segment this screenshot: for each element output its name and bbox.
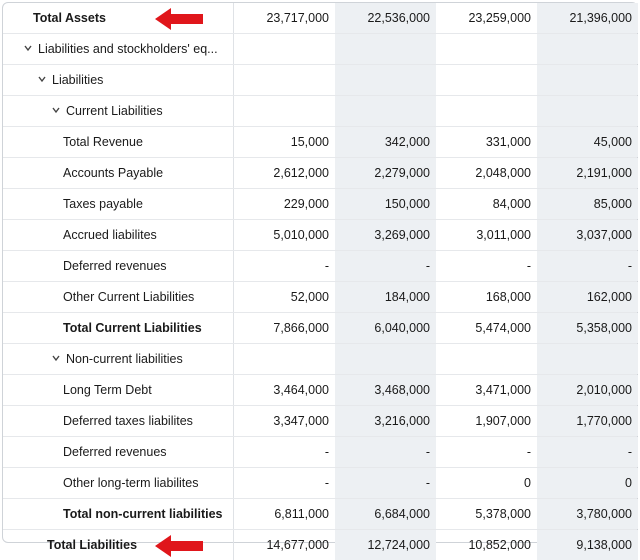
- value-cell: 45,000: [537, 127, 638, 157]
- table-row: [3, 530, 637, 560]
- value-cell: 23,717,000: [266, 11, 329, 25]
- value-cell: 6,040,000: [335, 313, 436, 343]
- table-row: [3, 3, 637, 34]
- value-cell: 162,000: [537, 282, 638, 312]
- table-row: [3, 220, 637, 251]
- value-cell: 2,191,000: [537, 158, 638, 188]
- value-cell: 52,000: [290, 290, 329, 304]
- value-cell: 6,811,000: [274, 507, 329, 521]
- value-cell: 2,010,000: [537, 375, 638, 405]
- value-cell: -: [324, 259, 329, 273]
- value-cell: 184,000: [335, 282, 436, 312]
- table-row: [3, 189, 637, 220]
- row-label-taxes-payable: [3, 189, 234, 219]
- row-label-text: Liabilities: [52, 73, 104, 87]
- value-cell: 3,468,000: [335, 375, 436, 405]
- value-cell: 0: [524, 476, 531, 490]
- value-cell: [335, 34, 436, 64]
- value-cell: [537, 65, 638, 95]
- value-cell: 1,907,000: [475, 414, 531, 428]
- row-label-total-non-current-liabilities: [3, 499, 234, 529]
- value-cell: [537, 34, 638, 64]
- table-row: [3, 282, 637, 313]
- chevron-down-icon[interactable]: [51, 353, 61, 363]
- row-label-text: Other Current Liabilities: [63, 290, 195, 304]
- value-cell: [234, 96, 335, 126]
- value-cell: 331,000: [485, 135, 531, 149]
- table-row: [3, 65, 637, 96]
- row-label-deferred-taxes-liabilities: [3, 406, 234, 436]
- value-cell: 12,724,000: [335, 530, 436, 560]
- row-label-total-assets: [3, 3, 234, 33]
- value-cell: -: [537, 437, 638, 467]
- row-label-non-current-liabilities[interactable]: [3, 344, 234, 374]
- table-row: [3, 96, 637, 127]
- value-cell: -: [335, 251, 436, 281]
- row-label-text: Deferred revenues: [63, 445, 167, 459]
- value-cell: 2,279,000: [335, 158, 436, 188]
- table-row: [3, 34, 637, 65]
- row-label-text: Non-current liabilities: [66, 352, 183, 366]
- value-cell: 3,464,000: [273, 383, 329, 397]
- row-label-text: Taxes payable: [63, 197, 143, 211]
- value-cell: -: [537, 251, 638, 281]
- value-cell: 6,684,000: [335, 499, 436, 529]
- value-cell: 3,347,000: [273, 414, 329, 428]
- row-label-text: Total non-current liabilities: [63, 507, 223, 521]
- value-cell: 1,770,000: [537, 406, 638, 436]
- row-label-text: Total Revenue: [63, 135, 143, 149]
- row-label-total-liabilities: [3, 530, 234, 560]
- value-cell: [234, 34, 335, 64]
- red-arrow-icon: [155, 8, 203, 30]
- value-cell: 3,780,000: [537, 499, 638, 529]
- value-cell: 3,216,000: [335, 406, 436, 436]
- value-cell: 23,259,000: [468, 11, 531, 25]
- value-cell: 0: [537, 468, 638, 498]
- value-cell: [234, 344, 335, 374]
- value-cell: 2,048,000: [475, 166, 531, 180]
- row-label-deferred-revenues: [3, 251, 234, 281]
- table-row: [3, 375, 637, 406]
- chevron-down-icon[interactable]: [23, 43, 33, 53]
- table-row: [3, 158, 637, 189]
- value-cell: 22,536,000: [335, 3, 436, 33]
- value-cell: -: [324, 445, 329, 459]
- value-cell: [436, 34, 537, 64]
- value-cell: 3,269,000: [335, 220, 436, 250]
- chevron-down-icon[interactable]: [51, 105, 61, 115]
- table-row: [3, 406, 637, 437]
- row-label-current-liabilities[interactable]: [3, 96, 234, 126]
- table-row: [3, 344, 637, 375]
- table-row: [3, 127, 637, 158]
- value-cell: -: [335, 468, 436, 498]
- value-cell: 3,011,000: [476, 228, 531, 242]
- value-cell: 5,474,000: [475, 321, 531, 335]
- table-row: [3, 313, 637, 344]
- value-cell: [335, 96, 436, 126]
- value-cell: 229,000: [283, 197, 329, 211]
- row-label-liabilities-and-equity[interactable]: [3, 34, 234, 64]
- value-cell: -: [324, 476, 329, 490]
- value-cell: [436, 65, 537, 95]
- value-cell: [436, 344, 537, 374]
- row-label-other-long-term-liabilities: [3, 468, 234, 498]
- financial-table: [2, 2, 638, 552]
- row-label-deferred-revenues-noncurrent: [3, 437, 234, 467]
- value-cell: 15,000: [290, 135, 329, 149]
- row-label-text: Total Current Liabilities: [63, 321, 202, 335]
- value-cell: 85,000: [537, 189, 638, 219]
- row-label-text: Deferred taxes liabilites: [63, 414, 193, 428]
- value-cell: 342,000: [335, 127, 436, 157]
- value-cell: -: [526, 259, 531, 273]
- value-cell: 5,010,000: [273, 228, 329, 242]
- chevron-down-icon[interactable]: [37, 74, 47, 84]
- value-cell: 168,000: [485, 290, 531, 304]
- value-cell: 3,037,000: [537, 220, 638, 250]
- row-label-text: Accrued liabilites: [63, 228, 157, 242]
- table-row: [3, 468, 637, 499]
- value-cell: [436, 96, 537, 126]
- value-cell: 5,378,000: [475, 507, 531, 521]
- row-label-text: Total Assets: [33, 11, 106, 25]
- value-cell: [335, 344, 436, 374]
- value-cell: -: [526, 445, 531, 459]
- row-label-text: Deferred revenues: [63, 259, 167, 273]
- row-label-text: Long Term Debt: [63, 383, 152, 397]
- value-cell: 9,138,000: [537, 530, 638, 560]
- row-label-text: Total Liabilities: [47, 538, 138, 552]
- row-label-other-current-liabilities: [3, 282, 234, 312]
- row-label-text: Liabilities and stockholders' eq...: [38, 42, 218, 56]
- value-cell: -: [335, 437, 436, 467]
- value-cell: 2,612,000: [273, 166, 329, 180]
- row-label-total-current-liabilities: [3, 313, 234, 343]
- value-cell: [537, 344, 638, 374]
- value-cell: 10,852,000: [468, 538, 531, 552]
- value-cell: 14,677,000: [266, 538, 329, 552]
- value-cell: 84,000: [492, 197, 531, 211]
- value-cell: 150,000: [335, 189, 436, 219]
- value-cell: 7,866,000: [273, 321, 329, 335]
- row-label-total-revenue: [3, 127, 234, 157]
- table-row: [3, 499, 637, 530]
- value-cell: 3,471,000: [475, 383, 531, 397]
- row-label-text: Accounts Payable: [63, 166, 164, 180]
- row-label-accounts-payable: [3, 158, 234, 188]
- row-label-text: Other long-term liabilites: [63, 476, 199, 490]
- row-label-long-term-debt: [3, 375, 234, 405]
- value-cell: [335, 65, 436, 95]
- table-row: [3, 437, 637, 468]
- row-label-liabilities[interactable]: [3, 65, 234, 95]
- red-arrow-icon: [155, 535, 203, 557]
- value-cell: [234, 65, 335, 95]
- value-cell: [537, 96, 638, 126]
- row-label-text: Current Liabilities: [66, 104, 163, 118]
- value-cell: 21,396,000: [537, 3, 638, 33]
- table-row: [3, 251, 637, 282]
- row-label-accrued-liabilities: [3, 220, 234, 250]
- value-cell: 5,358,000: [537, 313, 638, 343]
